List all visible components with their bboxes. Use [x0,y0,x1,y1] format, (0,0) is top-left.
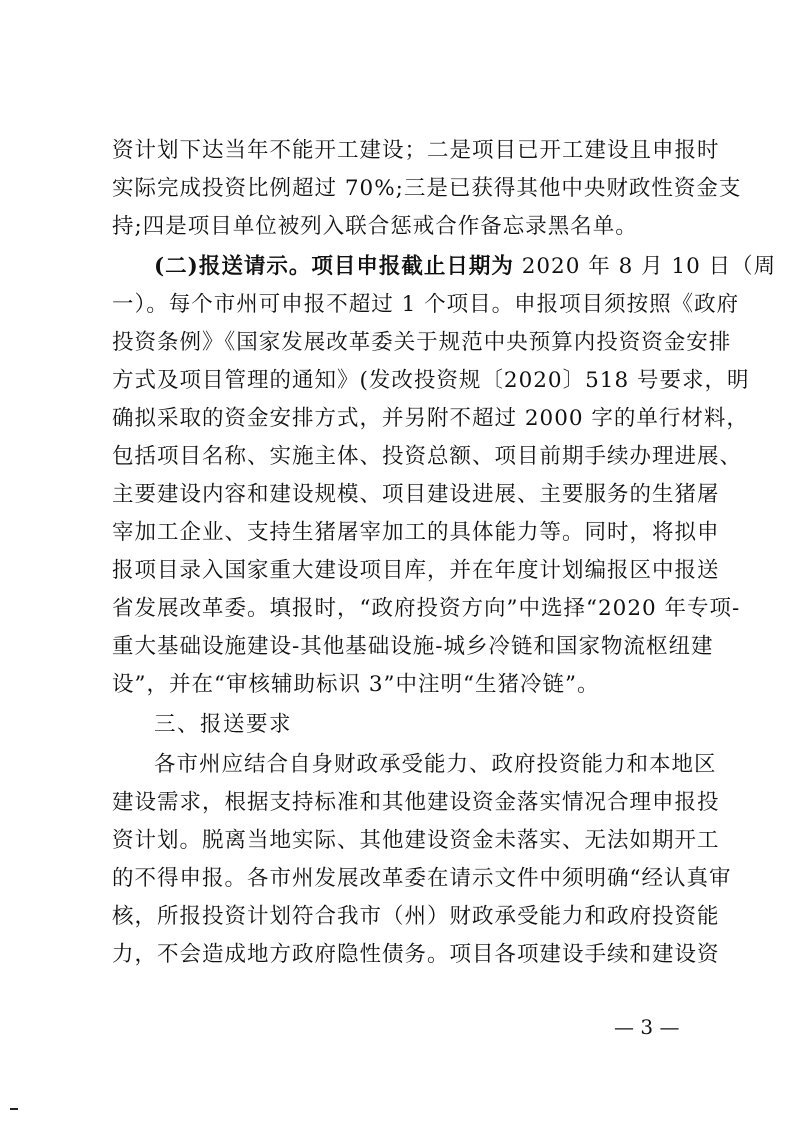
body-line: 实际完成投资比例超过 70%;三是已获得其他中央财政性资金支 [112,176,742,201]
body-line: 各市州应结合自身财政承受能力、政府投资能力和本地区 [154,752,717,777]
body-line: 一）。每个市州可申报不超过 1 个项目。申报项目须按照《政府 [112,292,740,317]
body-line: 省发展改革委。填报时，“政府投资方向”中选择“2020 年专项- [112,596,741,621]
body-line: 资计划。脱离当地实际、其他建设资金未落实、无法如期开工 [112,828,720,853]
body-line: 宰加工企业、支持生猪屠宰加工的具体能力等。同时，将拟申 [112,520,720,545]
section-heading: 三、报送要求 [154,712,293,737]
body-line: 重大基础设施建设-其他基础设施-城乡冷链和国家物流枢纽建 [112,634,714,659]
scan-mark [10,1108,18,1110]
body-line: 的不得申报。各市州发展改革委在请示文件中须明确“经认真审 [112,866,732,891]
body-line: 报项目录入国家重大建设项目库，并在年度计划编报区中报送 [112,558,720,583]
body-line: 建设需求，根据支持标准和其他建设资金落实情况合理申报投 [112,790,720,815]
section-lead-rest: 2020 年 8 月 10 日（周 [513,254,777,279]
body-line: 设”，并在“审核辅助标识 3”中注明“生猪冷链”。 [112,672,600,697]
body-line: 主要建设内容和建设规模、项目建设进展、主要服务的生猪屠 [112,482,720,507]
section-lead-bold: (二)报送请示。项目申报截止日期为 [154,254,514,279]
page-number: — 3 — [614,1015,680,1039]
body-line: 资计划下达当年不能开工建设；二是项目已开工建设且申报时 [112,138,720,163]
body-line: 核，所报投资计划符合我市（州）财政承受能力和政府投资能 [112,904,720,929]
body-line: 方式及项目管理的通知》(发改投资规〔2020〕518 号要求，明 [112,368,750,393]
body-line: 力，不会造成地方政府隐性债务。项目各项建设手续和建设资 [112,942,720,967]
body-line: 包括项目名称、实施主体、投资总额、项目前期手续办理进展、 [112,444,743,469]
section-lead-line [154,252,777,282]
body-line: 持;四是项目单位被列入联合惩戒合作备忘录黑名单。 [112,214,638,239]
body-line: 确拟采取的资金安排方式，并另附不超过 2000 字的单行材料， [112,406,749,431]
body-line: 投资条例》《国家发展改革委关于规范中央预算内投资资金安排 [112,330,732,355]
